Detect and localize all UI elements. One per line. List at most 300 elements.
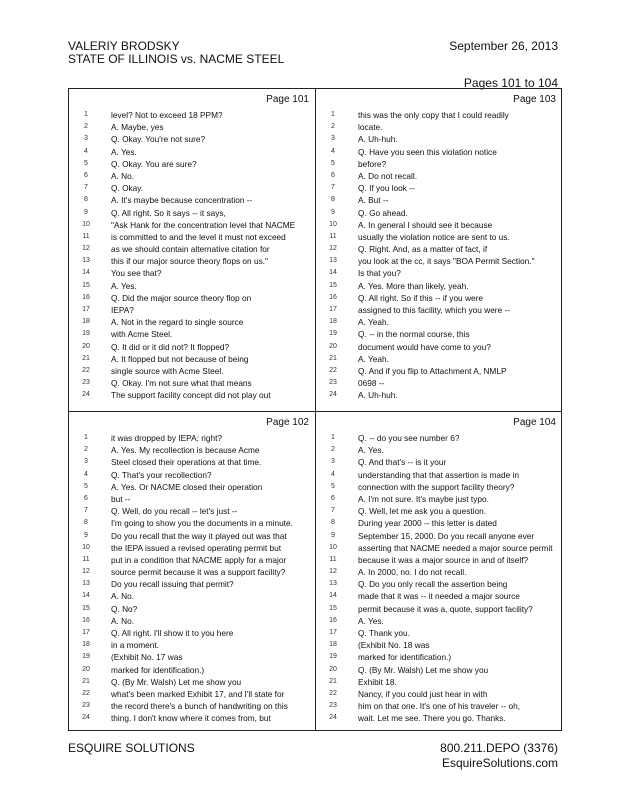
transcript-line: [316, 676, 562, 688]
line-text: Q. Well, let me ask you a question.: [358, 506, 487, 517]
line-number: 6: [331, 171, 335, 179]
line-text: asserting that NACME needed a major source permit: [358, 542, 553, 553]
line-text: A. Yes. Or NACME closed their operation: [111, 481, 263, 492]
transcript-line: [69, 566, 315, 578]
line-number: 13: [82, 257, 90, 265]
transcript-line: [316, 243, 562, 255]
footer-phone: 800.211.DEPO (3376): [440, 741, 558, 755]
line-text: A. Not in the regard to single source: [111, 317, 244, 328]
line-number: 20: [82, 342, 90, 350]
line-number: 10: [82, 543, 90, 551]
line-number: 15: [82, 281, 90, 289]
transcript-line: [316, 194, 562, 206]
line-text: the record there's a bunch of handwriting on this: [111, 701, 288, 712]
line-text: A. I'm not sure. It's maybe just typo.: [358, 493, 489, 504]
transcript-line: [316, 688, 562, 700]
line-text: A. Yes. More than likely, yeah.: [358, 280, 469, 291]
line-number: 2: [331, 446, 335, 454]
line-number: 10: [329, 543, 337, 551]
transcript-line: [316, 365, 562, 377]
transcript-line: [316, 712, 562, 724]
line-text: A. No.: [111, 170, 135, 181]
line-text: 0698 --: [358, 378, 385, 389]
line-text: A. Yes.: [111, 280, 137, 291]
line-number: 4: [331, 147, 335, 155]
line-text: During year 2000 -- this letter is dated: [358, 518, 497, 529]
line-text: Q. All right. I'll show it to you here: [111, 628, 234, 638]
line-number: 18: [329, 318, 337, 326]
pages-range: Pages 101 to 104: [463, 76, 558, 90]
transcript-line: [316, 121, 562, 133]
line-number: 23: [82, 702, 90, 710]
transcript-line: [316, 353, 562, 365]
transcript-line: [69, 158, 315, 170]
transcript-line: [69, 389, 315, 401]
transcript-line: [69, 121, 315, 133]
line-text: Q. Thank you.: [358, 628, 410, 638]
line-number: 21: [329, 677, 337, 685]
transcript-line: [69, 243, 315, 255]
transcript-line: [69, 328, 315, 340]
transcript-line: [69, 456, 315, 468]
line-text: Steel closed their operations at that time.: [111, 457, 262, 468]
line-text: Q. Okay. You are sure?: [111, 158, 197, 169]
line-text: source permit because it was a support facility?: [111, 567, 286, 578]
line-number: 22: [329, 366, 337, 374]
line-number: 20: [329, 342, 337, 350]
line-text: connection with the support facility theory?: [358, 481, 515, 492]
line-number: 22: [329, 689, 337, 697]
line-number: 9: [331, 208, 335, 216]
line-text: as we should contain alternative citation for: [111, 244, 270, 255]
line-number: 19: [82, 330, 90, 338]
transcript-line: [69, 517, 315, 529]
transcript-line: [69, 267, 315, 279]
line-text: but --: [111, 493, 131, 504]
line-number: 14: [329, 592, 337, 600]
transcript-line: [69, 255, 315, 267]
line-number: 14: [82, 592, 90, 600]
line-text: Q. It did or it did not? It flopped?: [111, 341, 230, 352]
transcript-line: [69, 444, 315, 456]
line-number: 9: [331, 531, 335, 539]
line-text: A. Yes.: [358, 615, 384, 626]
line-number: 2: [331, 123, 335, 131]
transcript-line: [316, 389, 562, 401]
transcript-line: [69, 341, 315, 353]
transcript-line: [316, 207, 562, 219]
transcript-line: [69, 353, 315, 365]
line-text: Q. And if you flip to Attachment A, NMLP: [358, 365, 507, 376]
transcript-lines: [69, 432, 315, 725]
transcript-line: [316, 444, 562, 456]
line-text: A. Do not recall.: [358, 170, 418, 181]
transcript-line: [316, 542, 562, 554]
line-number: 19: [329, 653, 337, 661]
line-number: 6: [84, 494, 88, 502]
transcript-page-104: [316, 412, 562, 734]
footer-company: ESQUIRE SOLUTIONS: [68, 741, 195, 755]
transcript-line: [316, 316, 562, 328]
transcript-line: [316, 627, 562, 639]
line-text: A. Yeah.: [358, 317, 389, 328]
line-text: Do you recall issuing that permit?: [111, 579, 234, 590]
line-text: A. Yes. My recollection is because Acme: [111, 445, 260, 456]
line-text: Q. No?: [111, 603, 138, 614]
transcript-line: [316, 231, 562, 243]
line-text: (Exhibit No. 18 was: [358, 640, 430, 651]
transcript-line: [316, 578, 562, 590]
line-number: 11: [329, 555, 337, 563]
transcript-lines: [69, 109, 315, 402]
line-number: 4: [84, 147, 88, 155]
line-text: this was the only copy that I could readily: [358, 110, 509, 120]
transcript-line: [69, 676, 315, 688]
transcript-line: [316, 219, 562, 231]
line-number: 24: [82, 714, 90, 722]
line-text: A. Uh-huh.: [358, 134, 398, 145]
transcript-line: [316, 182, 562, 194]
transcript-line: [316, 469, 562, 481]
line-number: 14: [329, 269, 337, 277]
line-text: is committed to and the level it must not exceed: [111, 231, 286, 242]
transcript-line: [69, 146, 315, 158]
transcript-line: [69, 481, 315, 493]
line-number: 1: [84, 434, 88, 441]
line-text: Q. All right. So it says -- it says,: [111, 207, 226, 218]
line-number: 16: [82, 293, 90, 301]
line-text: in a moment.: [111, 640, 159, 651]
line-text: Q. All right. So if this -- if you were: [358, 292, 483, 303]
line-text: A. It's maybe because concentration --: [111, 195, 253, 206]
footer-contact: [440, 741, 558, 771]
line-number: 11: [82, 555, 90, 563]
line-text: A. But --: [358, 195, 389, 206]
line-text: level? Not to exceed 18 PPM?: [111, 110, 223, 120]
line-text: Q. Did the major source theory flop on: [111, 292, 252, 303]
line-number: 3: [84, 458, 88, 466]
line-text: I'm going to show you the documents in a minute.: [111, 518, 293, 529]
transcript-line: [69, 639, 315, 651]
line-number: 18: [82, 318, 90, 326]
line-number: 13: [329, 257, 337, 265]
line-text: Q. Go ahead.: [358, 207, 408, 218]
line-number: 23: [329, 379, 337, 387]
transcript-line: [316, 664, 562, 676]
line-text: Q. Have you seen this violation notice: [358, 146, 497, 157]
transcript-line: [69, 578, 315, 590]
transcript-line: [316, 615, 562, 627]
transcript-line: [69, 182, 315, 194]
line-number: 12: [329, 568, 337, 576]
line-number: 17: [329, 629, 337, 636]
line-text: Q. Do you only recall the assertion being: [358, 579, 508, 590]
line-text: A. No.: [111, 591, 135, 602]
transcript-line: [316, 255, 562, 267]
transcript-line: [316, 651, 562, 663]
line-number: 20: [82, 665, 90, 673]
line-number: 15: [82, 604, 90, 612]
transcript-line: [316, 700, 562, 712]
deposition-date: September 26, 2013: [449, 39, 558, 53]
transcript-line: [316, 481, 562, 493]
line-text: September 15, 2000. Do you recall anyone ever: [358, 530, 535, 541]
line-number: 17: [82, 306, 90, 313]
transcript-line: [316, 377, 562, 389]
line-text: IEPA?: [111, 305, 134, 315]
line-text: with Acme Steel.: [111, 329, 173, 340]
line-number: 9: [84, 208, 88, 216]
line-number: 2: [84, 446, 88, 454]
transcript-line: [316, 328, 562, 340]
line-number: 9: [84, 531, 88, 539]
transcript-line: [316, 158, 562, 170]
line-number: 11: [82, 232, 90, 240]
line-number: 7: [331, 184, 335, 192]
transcript-line: [316, 639, 562, 651]
transcript-page-102: [69, 412, 315, 734]
line-number: 24: [329, 714, 337, 722]
transcript-line: [316, 292, 562, 304]
line-number: 15: [329, 604, 337, 612]
line-text: A. No.: [111, 615, 135, 626]
transcript-line: [316, 146, 562, 158]
line-number: 13: [82, 580, 90, 588]
line-number: 18: [329, 641, 337, 649]
transcript-line: [316, 566, 562, 578]
line-text: you look at the cc, it says "BOA Permit Section.": [358, 256, 535, 267]
line-number: 12: [329, 245, 337, 253]
transcript-line: [69, 109, 315, 121]
line-text: it was dropped by IEPA; right?: [111, 433, 222, 443]
transcript-line: [316, 493, 562, 505]
transcript-line: [69, 219, 315, 231]
line-number: 19: [329, 330, 337, 338]
line-text: what's been marked Exhibit 17, and I'll state for: [111, 688, 285, 699]
line-number: 12: [82, 568, 90, 576]
transcript-line: [316, 517, 562, 529]
line-text: Q. (By Mr. Walsh) Let me show you: [111, 676, 242, 687]
transcript-line: [69, 615, 315, 627]
transcript-line: [69, 316, 315, 328]
line-number: 1: [331, 111, 335, 118]
line-number: 23: [329, 702, 337, 710]
transcript-line: [69, 554, 315, 566]
line-text: "Ask Hank for the concentration level that NACME: [111, 219, 296, 230]
transcript-line: [69, 542, 315, 554]
transcript-line: [69, 365, 315, 377]
line-text: Nancy, if you could just hear in with: [358, 688, 488, 699]
line-text: the IEPA issued a revised operating permit but: [111, 542, 282, 553]
line-text: Q. Okay. You're not sure?: [111, 134, 206, 145]
line-text: A. It flopped but not because of being: [111, 353, 249, 364]
line-text: A. In 2000, no. I do not recall.: [358, 567, 467, 578]
line-text: put in a condition that NACME apply for a major: [111, 554, 287, 565]
line-text: marked for identification.): [111, 664, 205, 675]
line-number: 24: [82, 391, 90, 399]
page-label: Page 102: [266, 417, 309, 428]
transcript-line: [69, 207, 315, 219]
transcript-line: [316, 267, 562, 279]
line-text: because it was a major source in and of itself?: [358, 554, 529, 565]
line-text: A. Yes.: [111, 146, 137, 157]
line-text: You see that?: [111, 268, 162, 279]
transcript-line: [316, 341, 562, 353]
transcript-line: [316, 505, 562, 517]
transcript-line: [316, 603, 562, 615]
witness-name: VALERIY BRODSKY: [68, 39, 180, 53]
page-label: Page 101: [266, 94, 309, 105]
line-number: 8: [331, 519, 335, 527]
line-text: marked for identification.): [358, 652, 452, 663]
line-text: Exhibit 18.: [358, 676, 397, 687]
line-number: 2: [84, 123, 88, 131]
transcript-line: [316, 170, 562, 182]
line-text: The support facility concept did not play out: [111, 390, 271, 401]
line-text: Q. -- do you see number 6?: [358, 433, 460, 443]
line-text: A. In general I should see it because: [358, 219, 493, 230]
line-text: Q. Okay.: [111, 183, 144, 194]
line-number: 5: [331, 159, 335, 167]
transcript-line: [69, 133, 315, 145]
line-number: 10: [82, 220, 90, 228]
line-number: 7: [331, 507, 335, 515]
line-number: 3: [84, 135, 88, 143]
line-number: 5: [331, 482, 335, 490]
transcript-line: [316, 554, 562, 566]
line-text: Q. Okay. I'm not sure what that means: [111, 378, 252, 389]
line-text: (Exhibit No. 17 was: [111, 652, 183, 663]
line-text: wait. Let me see. There you go. Thanks.: [358, 713, 506, 724]
transcript-line: [69, 280, 315, 292]
line-text: Q. Right. And, as a matter of fact, if: [358, 244, 488, 255]
line-text: Do you recall that the way it played out was that: [111, 530, 287, 541]
line-text: document would have come to you?: [358, 341, 491, 352]
line-number: 17: [82, 629, 90, 636]
transcript-line: [69, 377, 315, 389]
line-number: 22: [82, 689, 90, 697]
line-number: 14: [82, 269, 90, 277]
transcript-line: [316, 590, 562, 602]
line-text: A. Uh-huh.: [358, 390, 398, 401]
line-number: 5: [84, 482, 88, 490]
transcript-line: [69, 469, 315, 481]
line-text: this if our major source theory flops on us.": [111, 256, 268, 267]
line-number: 15: [329, 281, 337, 289]
line-number: 12: [82, 245, 90, 253]
line-number: 6: [331, 494, 335, 502]
line-text: usually the violation notice are sent to us.: [358, 231, 510, 242]
header-left: [68, 40, 284, 66]
transcript-line: [69, 651, 315, 663]
line-number: 8: [84, 196, 88, 204]
line-number: 1: [331, 434, 335, 441]
line-text: Q. Well, do you recall -- let's just --: [111, 506, 238, 517]
line-number: 4: [331, 470, 335, 478]
transcript-page-103: [316, 89, 562, 411]
line-number: 22: [82, 366, 90, 374]
line-text: Q. If you look --: [358, 183, 415, 194]
line-text: assigned to this facility, which you were --: [358, 305, 511, 315]
line-number: 5: [84, 159, 88, 167]
line-text: single source with Acme Steel.: [111, 365, 224, 376]
line-text: him on that one. It's one of his traveler -- oh,: [358, 701, 521, 712]
line-number: 16: [329, 293, 337, 301]
transcript-line: [316, 304, 562, 316]
line-text: A. Yeah.: [358, 353, 389, 364]
transcript-line: [69, 688, 315, 700]
line-number: 4: [84, 470, 88, 478]
line-text: before?: [358, 158, 387, 169]
line-number: 16: [82, 616, 90, 624]
line-number: 8: [331, 196, 335, 204]
transcript-line: [69, 170, 315, 182]
line-text: Q. -- in the normal course, this: [358, 329, 470, 340]
line-number: 18: [82, 641, 90, 649]
line-number: 1: [84, 111, 88, 118]
transcript-line: [69, 231, 315, 243]
line-number: 11: [329, 232, 337, 240]
transcript-line: [316, 432, 562, 444]
line-text: thing. I don't know where it comes from, but: [111, 713, 271, 724]
line-number: 20: [329, 665, 337, 673]
transcript-line: [69, 590, 315, 602]
line-text: Is that you?: [358, 268, 401, 279]
line-text: Q. That's your recollection?: [111, 469, 212, 480]
line-number: 10: [329, 220, 337, 228]
transcript-line: [69, 603, 315, 615]
transcript-lines: [316, 109, 562, 402]
page-label: Page 104: [513, 417, 556, 428]
footer-website: EsquireSolutions.com: [441, 756, 558, 770]
transcript-line: [316, 133, 562, 145]
line-number: 23: [82, 379, 90, 387]
page-label: Page 103: [513, 94, 556, 105]
line-number: 6: [84, 171, 88, 179]
transcript-line: [316, 280, 562, 292]
transcript-line: [69, 712, 315, 724]
line-number: 13: [329, 580, 337, 588]
line-text: understanding that that assertion is made in: [358, 469, 519, 480]
line-number: 21: [82, 354, 90, 362]
transcript-line: [316, 530, 562, 542]
transcript-line: [69, 700, 315, 712]
line-number: 19: [82, 653, 90, 661]
line-number: 8: [84, 519, 88, 527]
transcript-line: [69, 505, 315, 517]
line-number: 3: [331, 458, 335, 466]
line-number: 3: [331, 135, 335, 143]
transcript-line: [69, 432, 315, 444]
line-text: locate.: [358, 122, 383, 133]
transcript-line: [316, 456, 562, 468]
transcript-line: [69, 292, 315, 304]
line-number: 7: [84, 507, 88, 515]
transcript-line: [69, 194, 315, 206]
case-title: STATE OF ILLINOIS vs. NACME STEEL: [68, 52, 285, 66]
line-number: 16: [329, 616, 337, 624]
transcript-lines: [316, 432, 562, 725]
line-text: Q. And that's -- is it your: [358, 457, 447, 468]
line-text: A. Maybe, yes: [111, 122, 164, 133]
line-text: A. Yes.: [358, 445, 384, 456]
line-number: 21: [82, 677, 90, 685]
transcript-frame: [68, 88, 562, 731]
transcript-line: [69, 664, 315, 676]
transcript-line: [69, 304, 315, 316]
line-text: made that it was -- it needed a major source: [358, 591, 520, 602]
line-number: 21: [329, 354, 337, 362]
